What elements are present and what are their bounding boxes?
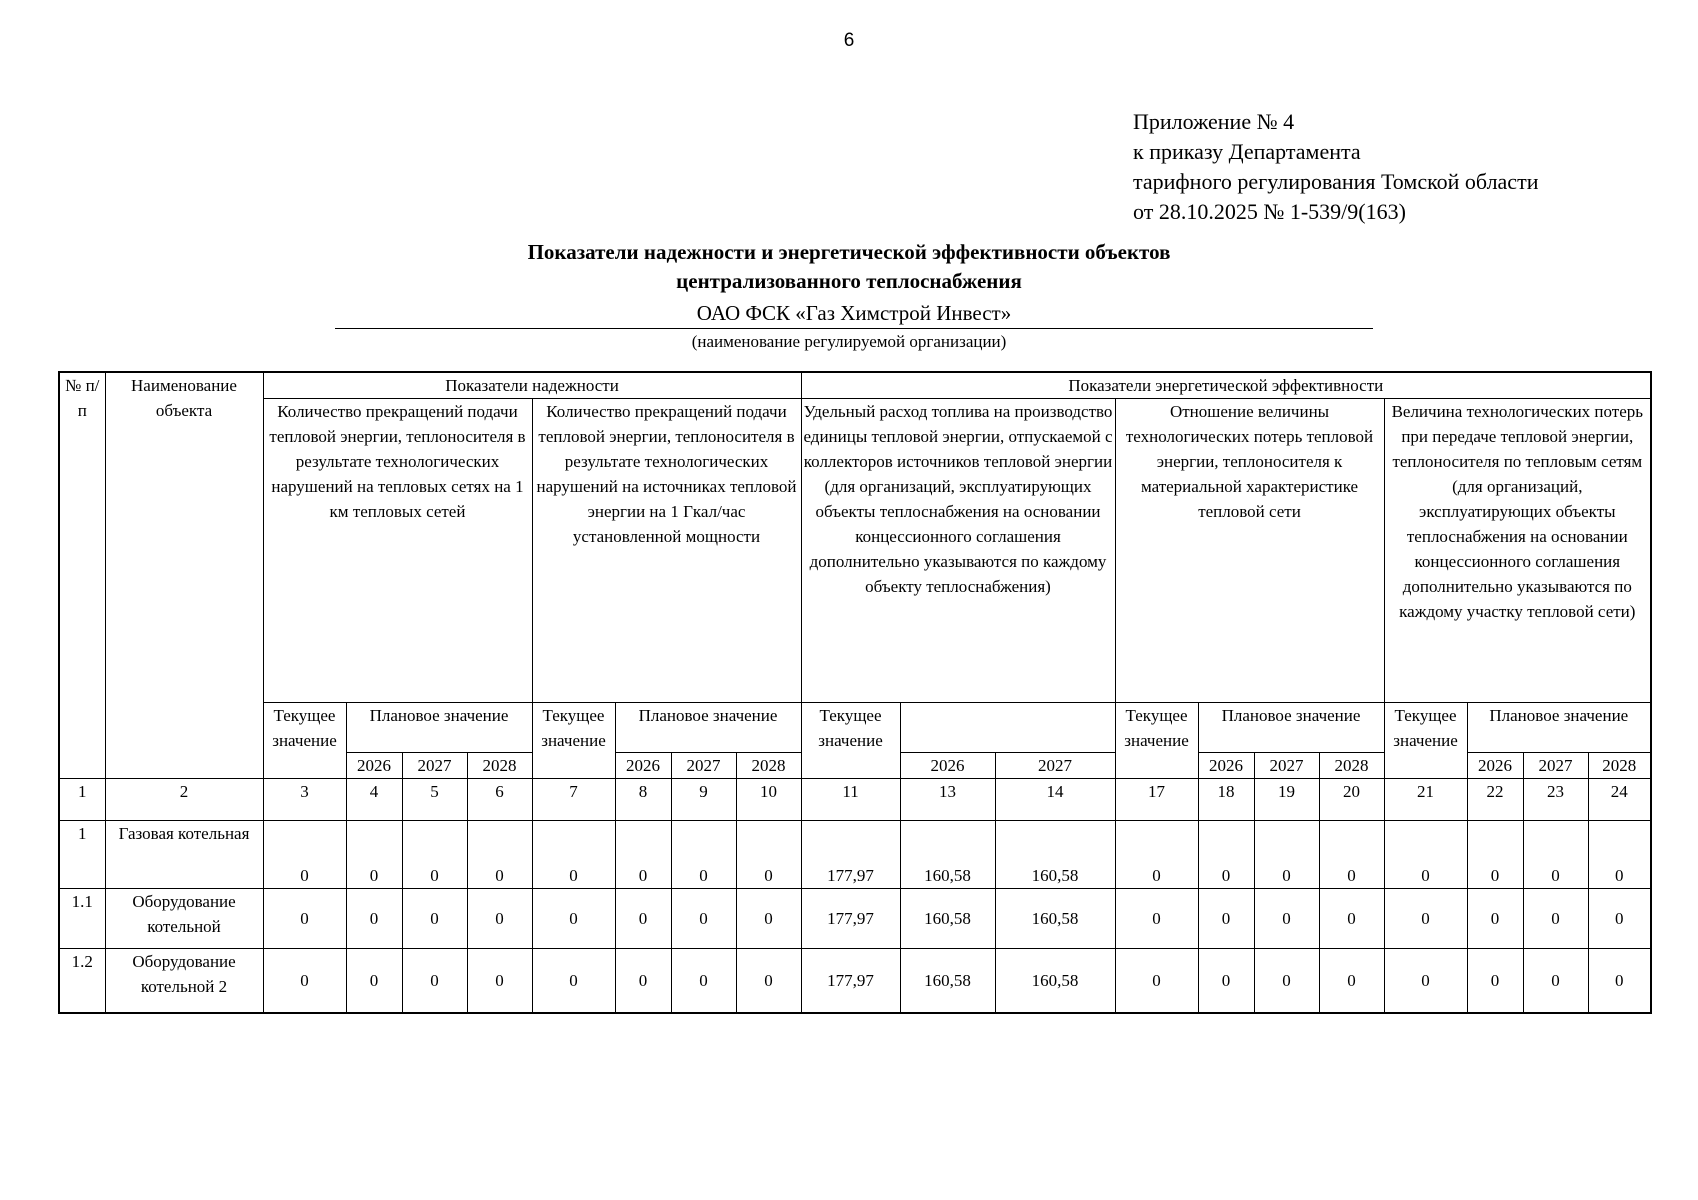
row-value: 0	[346, 949, 402, 1014]
header-year: 2027	[995, 753, 1115, 779]
row-name: Газовая котельная	[105, 821, 263, 889]
header-current: Текущее значение	[1384, 703, 1467, 779]
header-row-groups	[59, 372, 1651, 399]
row-num: 1.2	[59, 949, 105, 1014]
row-value: 0	[1523, 949, 1588, 1014]
row-value: 0	[263, 889, 346, 949]
row-value: 0	[467, 821, 532, 889]
appendix-line: Приложение № 4	[1133, 109, 1295, 134]
row-value: 177,97	[801, 821, 900, 889]
header-year: 2027	[671, 753, 736, 779]
row-value: 0	[615, 889, 671, 949]
column-number: 8	[615, 779, 671, 821]
appendix-block	[1133, 107, 1538, 227]
row-value: 160,58	[995, 889, 1115, 949]
row-name: Оборудование котельной	[105, 889, 263, 949]
header-year: 2027	[1523, 753, 1588, 779]
document-title-line-2: централизованного теплоснабжения	[676, 269, 1022, 293]
header-year: 2028	[1588, 753, 1651, 779]
row-value: 0	[671, 949, 736, 1014]
column-number: 7	[532, 779, 615, 821]
row-value: 0	[1384, 821, 1467, 889]
header-desc-loss-ratio: Отношение величины технологических потерь тепловой энергии, теплоносителя к материальной характеристике тепловой сети	[1115, 399, 1384, 703]
row-value: 0	[1467, 821, 1523, 889]
column-number: 22	[1467, 779, 1523, 821]
row-value: 0	[736, 821, 801, 889]
appendix-line: тарифного регулирования Томской области	[1133, 169, 1539, 194]
row-value: 0	[1319, 889, 1384, 949]
row-value: 0	[346, 889, 402, 949]
header-year: 2028	[467, 753, 532, 779]
row-value: 0	[402, 821, 467, 889]
row-value: 0	[615, 821, 671, 889]
header-year: 2026	[900, 753, 995, 779]
row-value: 0	[671, 889, 736, 949]
row-value: 0	[1467, 889, 1523, 949]
column-number: 17	[1115, 779, 1198, 821]
row-value: 0	[532, 949, 615, 1014]
row-value: 0	[1523, 821, 1588, 889]
row-value: 0	[532, 889, 615, 949]
row-value: 0	[1198, 821, 1254, 889]
row-value: 0	[1523, 889, 1588, 949]
header-year: 2027	[402, 753, 467, 779]
column-number: 5	[402, 779, 467, 821]
row-value: 0	[402, 949, 467, 1014]
header-current: Текущее значение	[532, 703, 615, 779]
row-value: 160,58	[995, 949, 1115, 1014]
header-planned-empty	[900, 703, 1115, 753]
header-desc-loss-value: Величина технологических потерь при передаче тепловой энергии, теплоносителя по тепловым сетям (для организаций, эксплуатирующих объекты теплоснабжения на основании концессионного соглашения дополнительно указываются по каждому участку тепловой сети)	[1384, 399, 1651, 703]
row-value: 0	[1115, 949, 1198, 1014]
row-value: 160,58	[995, 821, 1115, 889]
header-current: Текущее значение	[1115, 703, 1198, 779]
header-desc-fuel-consumption: Удельный расход топлива на производство единицы тепловой энергии, отпускаемой с коллекторов источников тепловой энергии (для организаций, эксплуатирующих объекты теплоснабжения на основании концессионного соглашения дополнительно указываются по каждому объекту теплоснабжения)	[801, 399, 1115, 703]
row-value: 177,97	[801, 949, 900, 1014]
row-value: 0	[1198, 949, 1254, 1014]
header-row-descriptions	[59, 399, 1651, 703]
column-number: 1	[59, 779, 105, 821]
column-number: 4	[346, 779, 402, 821]
row-value: 0	[532, 821, 615, 889]
column-number: 9	[671, 779, 736, 821]
row-value: 0	[1384, 949, 1467, 1014]
page-number: 6	[843, 30, 855, 51]
row-value: 0	[1384, 889, 1467, 949]
header-current: Текущее значение	[801, 703, 900, 779]
header-num: № п/п	[59, 372, 105, 779]
column-number: 11	[801, 779, 900, 821]
table-row	[59, 949, 1651, 1014]
appendix-line: от 28.10.2025 № 1-539/9(163)	[1133, 199, 1406, 224]
row-value: 0	[1254, 949, 1319, 1014]
header-planned: Плановое значение	[346, 703, 532, 753]
row-value: 0	[1588, 821, 1651, 889]
document-title-line-1: Показатели надежности и энергетической эффективности объектов	[527, 240, 1171, 264]
row-value: 0	[1254, 821, 1319, 889]
column-number: 21	[1384, 779, 1467, 821]
indicators-table	[58, 371, 1652, 1014]
column-number-row	[59, 779, 1651, 821]
row-value: 0	[1467, 949, 1523, 1014]
row-value: 0	[1588, 889, 1651, 949]
row-value: 160,58	[900, 821, 995, 889]
header-year: 2028	[1319, 753, 1384, 779]
row-value: 0	[467, 949, 532, 1014]
table-row	[59, 889, 1651, 949]
column-number: 14	[995, 779, 1115, 821]
header-year: 2028	[736, 753, 801, 779]
row-value: 0	[263, 821, 346, 889]
row-value: 0	[736, 949, 801, 1014]
organization-name: ОАО ФСК «Газ Химстрой Инвест»	[335, 298, 1373, 329]
column-number: 24	[1588, 779, 1651, 821]
row-value: 0	[346, 821, 402, 889]
column-number: 18	[1198, 779, 1254, 821]
row-value: 0	[1319, 821, 1384, 889]
header-year: 2026	[1467, 753, 1523, 779]
header-year: 2026	[1198, 753, 1254, 779]
header-name: Наименование объекта	[105, 372, 263, 779]
appendix-line: к приказу Департамента	[1133, 139, 1361, 164]
row-value: 0	[615, 949, 671, 1014]
header-year: 2026	[615, 753, 671, 779]
row-name: Оборудование котельной 2	[105, 949, 263, 1014]
header-row-value-types	[59, 703, 1651, 753]
row-value: 0	[1588, 949, 1651, 1014]
row-value: 0	[402, 889, 467, 949]
header-planned: Плановое значение	[1467, 703, 1651, 753]
row-value: 160,58	[900, 949, 995, 1014]
row-value: 0	[1319, 949, 1384, 1014]
row-value: 160,58	[900, 889, 995, 949]
column-number: 6	[467, 779, 532, 821]
row-value: 0	[1254, 889, 1319, 949]
header-group-efficiency: Показатели энергетической эффективности	[801, 372, 1651, 399]
header-year: 2026	[346, 753, 402, 779]
row-num: 1	[59, 821, 105, 889]
column-number: 19	[1254, 779, 1319, 821]
header-desc-source-outages: Количество прекращений подачи тепловой энергии, теплоносителя в результате технологических нарушений на источниках тепловой энергии на 1 Гкал/час установленной мощности	[532, 399, 801, 703]
column-number: 20	[1319, 779, 1384, 821]
organization-caption: (наименование регулируемой организации)	[691, 332, 1007, 351]
header-planned: Плановое значение	[615, 703, 801, 753]
column-number: 2	[105, 779, 263, 821]
row-value: 0	[736, 889, 801, 949]
header-desc-network-outages: Количество прекращений подачи тепловой энергии, теплоносителя в результате технологических нарушений на тепловых сетях на 1 км тепловых сетей	[263, 399, 532, 703]
row-value: 177,97	[801, 889, 900, 949]
column-number: 13	[900, 779, 995, 821]
column-number: 3	[263, 779, 346, 821]
row-num: 1.1	[59, 889, 105, 949]
header-planned: Плановое значение	[1198, 703, 1384, 753]
row-value: 0	[263, 949, 346, 1014]
row-value: 0	[671, 821, 736, 889]
header-current: Текущее значение	[263, 703, 346, 779]
column-number: 23	[1523, 779, 1588, 821]
header-group-reliability: Показатели надежности	[263, 372, 801, 399]
row-value: 0	[467, 889, 532, 949]
column-number: 10	[736, 779, 801, 821]
row-value: 0	[1198, 889, 1254, 949]
table-row	[59, 821, 1651, 889]
header-year: 2027	[1254, 753, 1319, 779]
row-value: 0	[1115, 889, 1198, 949]
row-value: 0	[1115, 821, 1198, 889]
